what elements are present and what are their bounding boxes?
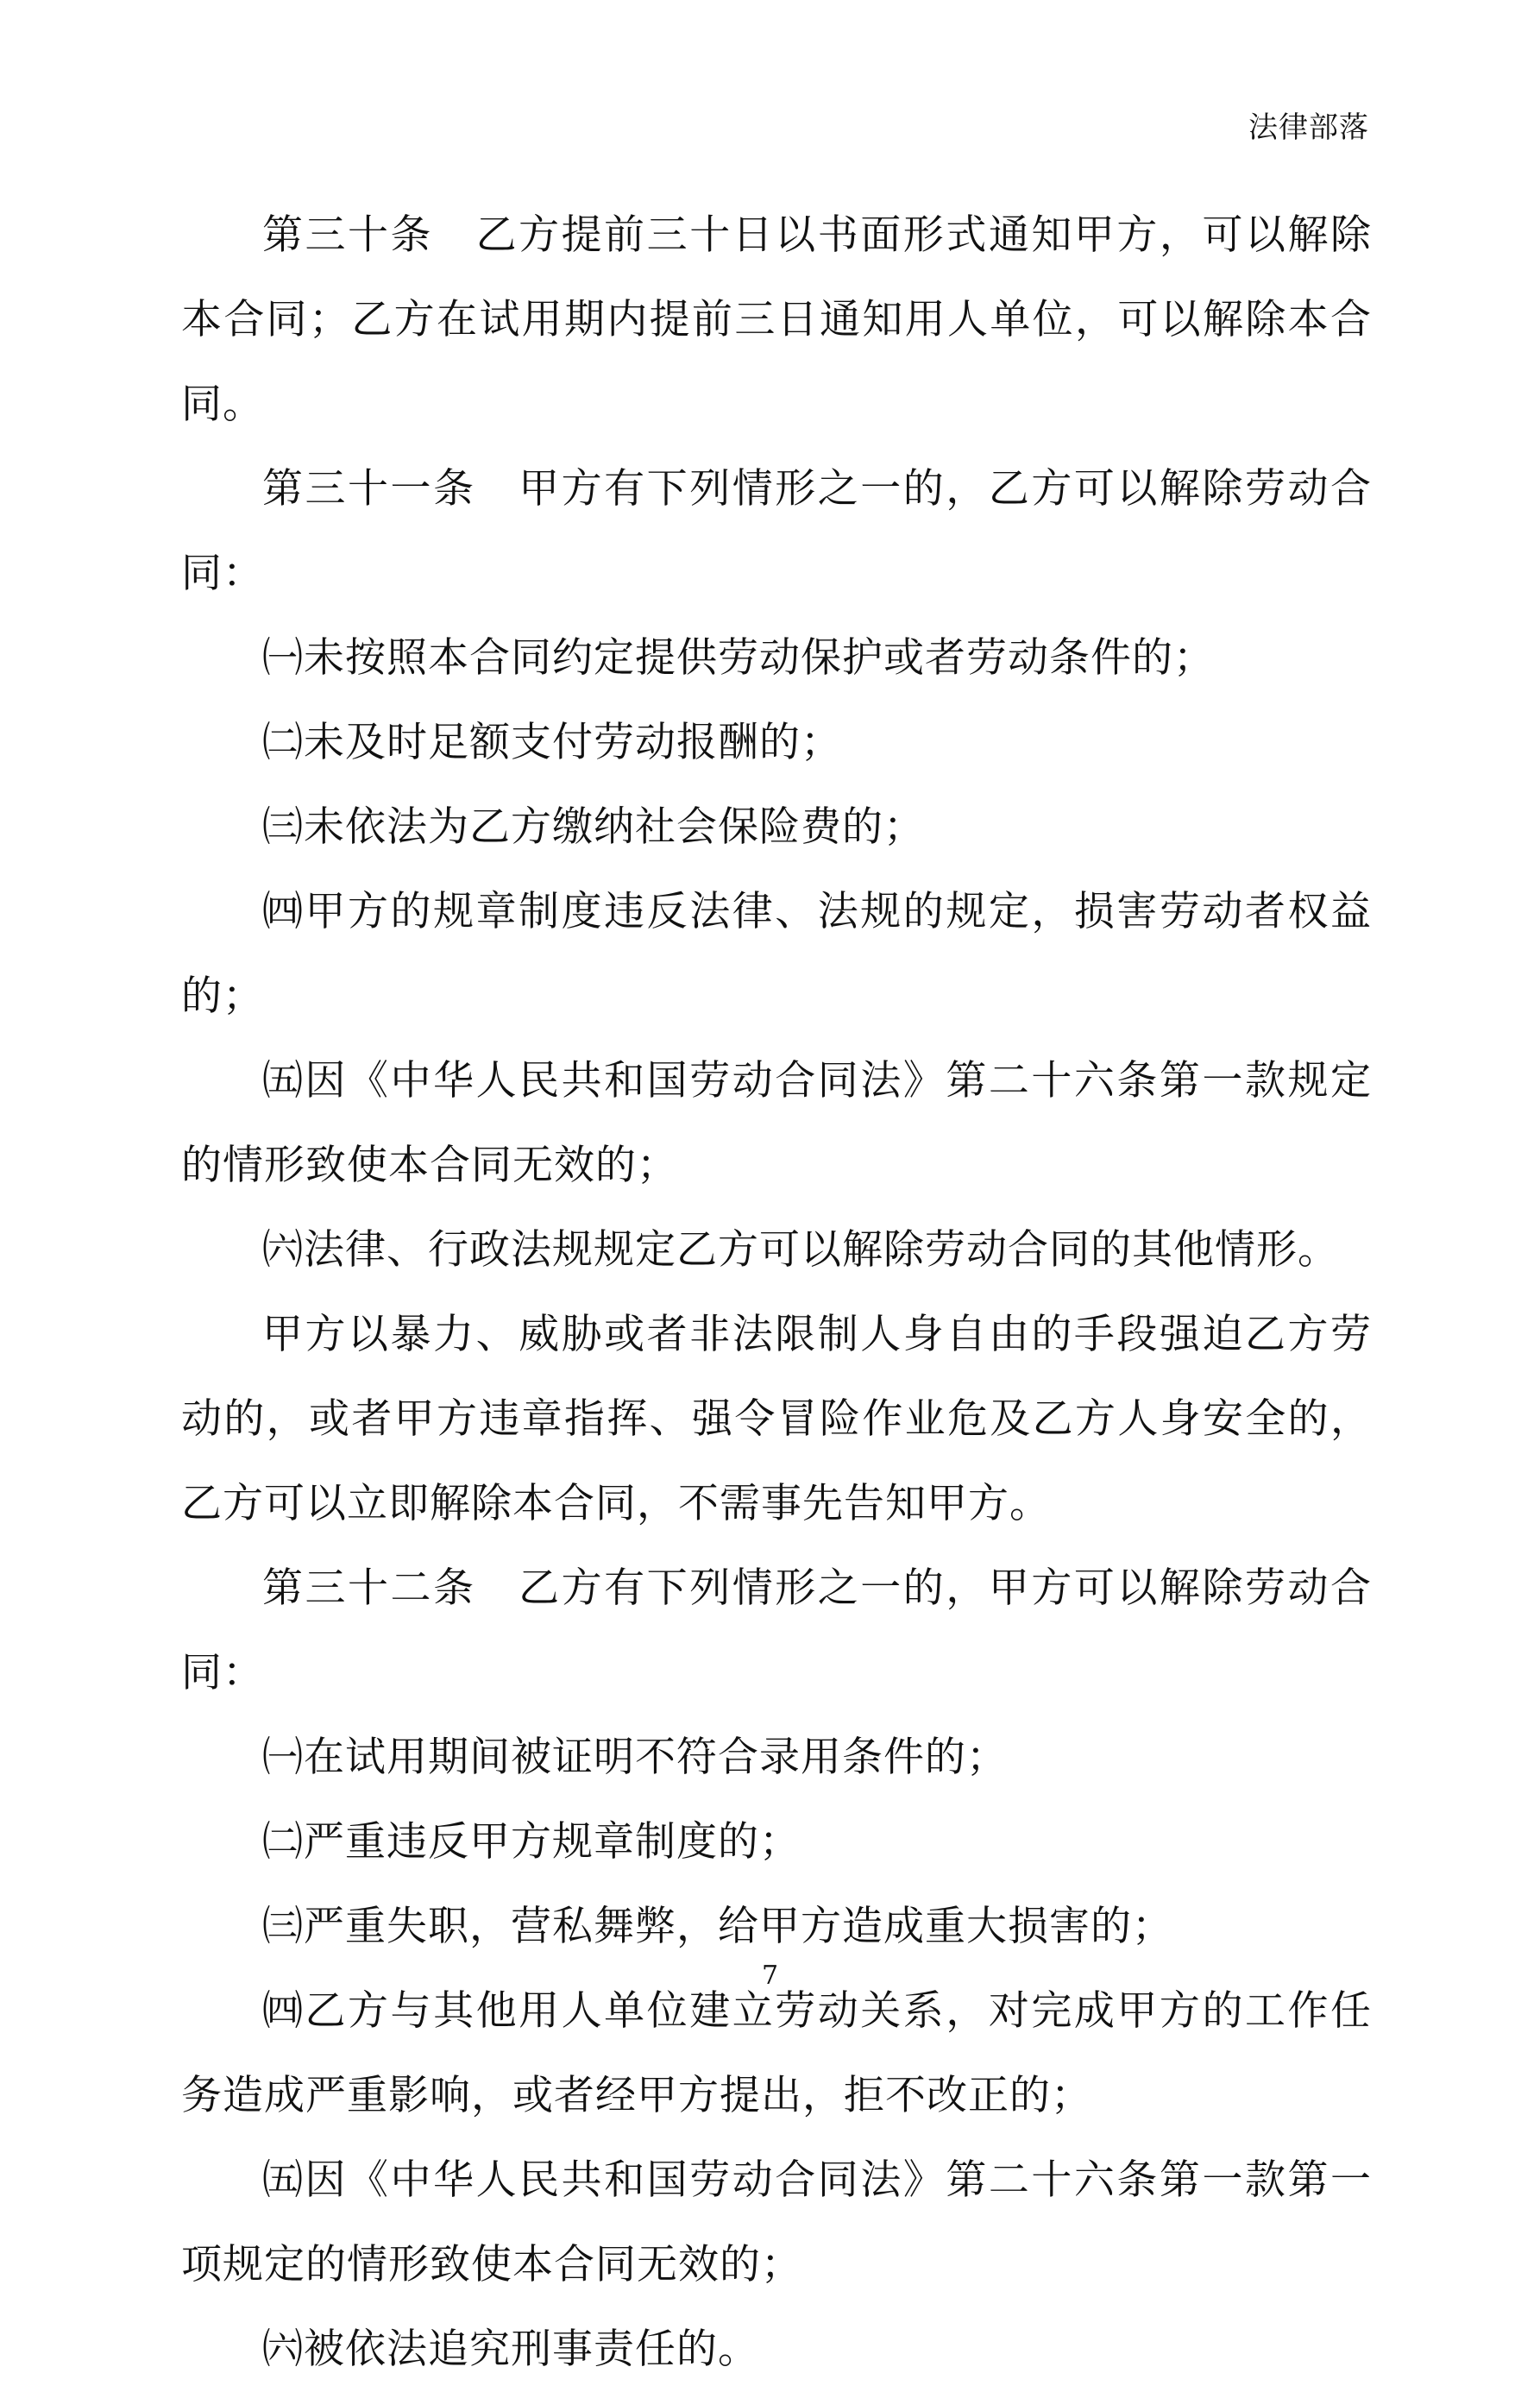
article-31-item-6: ㈥法律、行政法规规定乙方可以解除劳动合同的其他情形。	[262, 1226, 1339, 1274]
document-body	[181, 193, 1372, 2392]
article-32-heading: 第三十二条 乙方有下列情形之一的，甲方可以解除劳动合同：	[181, 1564, 1372, 1696]
page-number: 7	[761, 1961, 779, 1991]
article-32-item-5: ㈤因《中华人民共和国劳动合同法》第二十六条第一款第一项规定的情形致使本合同无效的；	[181, 2156, 1372, 2288]
article-31-item-1: ㈠未按照本合同约定提供劳动保护或者劳动条件的；	[262, 634, 1215, 682]
article-31-immediate-termination: 甲方以暴力、威胁或者非法限制人身自由的手段强迫乙方劳动的，或者甲方违章指挥、强令冒险作业危及乙方人身安全的，乙方可以立即解除本合同，不需事先告知甲方。	[181, 1311, 1372, 1527]
page-header: 法律部落	[1248, 110, 1369, 145]
article-31-item-3: ㈢未依法为乙方缴纳社会保险费的；	[262, 803, 925, 851]
article-32-item-1: ㈠在试用期间被证明不符合录用条件的；	[262, 1734, 1008, 1781]
article-32-item-4: ㈣乙方与其他用人单位建立劳动关系，对完成甲方的工作任务造成严重影响，或者经甲方提出，拒不改正的；	[181, 1987, 1372, 2119]
article-32-item-6: ㈥被依法追究刑事责任的。	[262, 2326, 759, 2373]
article-31-heading: 第三十一条 甲方有下列情形之一的，乙方可以解除劳动合同：	[181, 465, 1372, 597]
article-31-item-4: ㈣甲方的规章制度违反法律、法规的规定，损害劳动者权益的；	[181, 888, 1372, 1020]
article-32-item-2: ㈡严重违反甲方规章制度的；	[262, 1818, 801, 1866]
article-32-item-3: ㈢严重失职，营私舞弊，给甲方造成重大损害的；	[262, 1903, 1173, 1950]
article-30-paragraph: 第三十条 乙方提前三十日以书面形式通知甲方，可以解除本合同；乙方在试用期内提前三日通知用人单位，可以解除本合同。	[181, 211, 1372, 428]
article-31-item-5: ㈤因《中华人民共和国劳动合同法》第二十六条第一款规定的情形致使本合同无效的；	[181, 1057, 1372, 1189]
article-31-item-2: ㈡未及时足额支付劳动报酬的；	[262, 719, 842, 766]
